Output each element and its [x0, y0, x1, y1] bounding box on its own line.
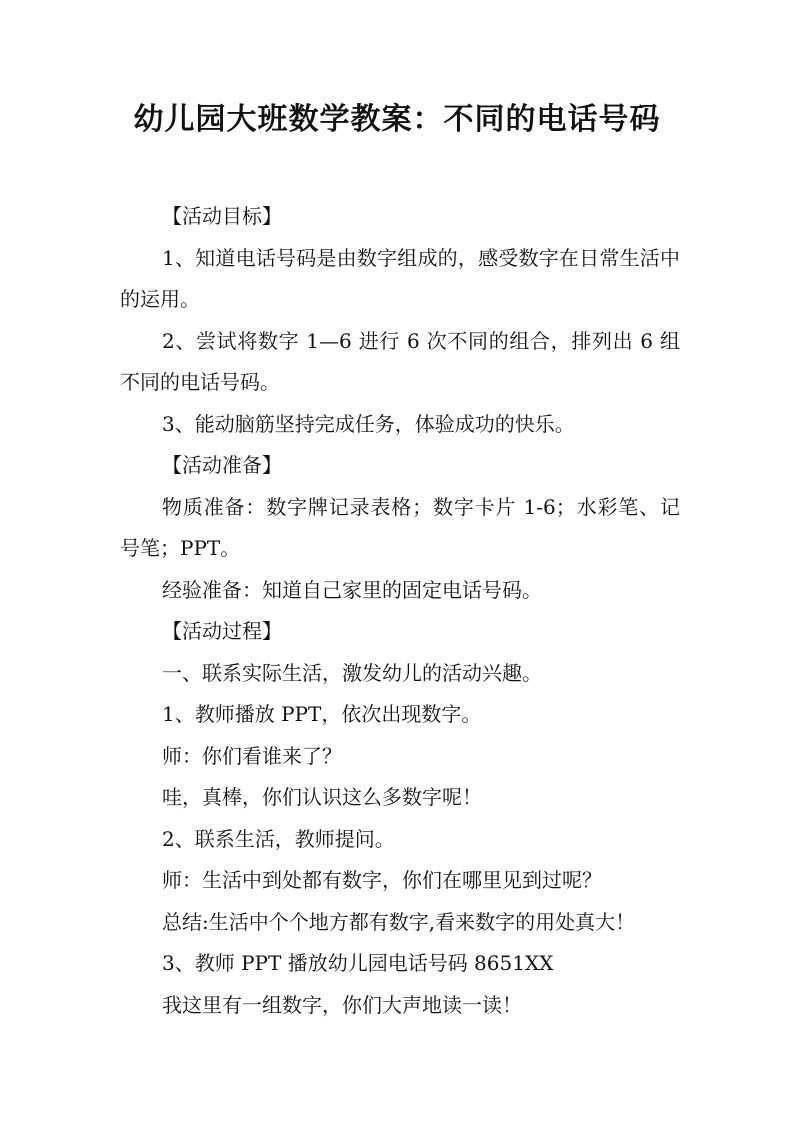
- paragraph-teacher-line-2: 师：生活中到处都有数字，你们在哪里见到过呢？: [162, 868, 602, 892]
- document-title: 幼儿园大班数学教案：不同的电话号码: [133, 102, 661, 137]
- section-heading-preparation: 【活动准备】: [162, 453, 282, 477]
- paragraph-teacher-line-1: 师：你们看谁来了？: [162, 743, 342, 768]
- paragraph-goal-3: 3、能动脑筋坚持完成任务，体验成功的快乐。: [162, 411, 575, 436]
- paragraph-process-1-1: 1、教师播放 PPT，依次出现数字。: [162, 702, 482, 726]
- paragraph-material-prep: 物质准备：数字牌记录表格；数字卡片 1-6；水彩笔、记号笔；PPT。: [120, 494, 680, 560]
- document-body: [120, 196, 680, 1026]
- paragraph-experience-prep: 经验准备：知道自己家里的固定电话号码。: [162, 577, 542, 602]
- paragraph-read-aloud: 我这里有一组数字，你们大声地读一读！: [162, 992, 522, 1017]
- paragraph-process-step-1: 一、联系实际生活，激发幼儿的活动兴趣。: [162, 660, 542, 685]
- section-heading-process: 【活动过程】: [162, 619, 282, 643]
- section-heading-goals: 【活动目标】: [162, 204, 282, 228]
- paragraph-goal-2: 2、尝试将数字 1—6 进行 6 次不同的组合，排列出 6 组不同的电话号码。: [120, 328, 680, 394]
- paragraph-process-1-2: 2、联系生活，教师提问。: [162, 826, 395, 851]
- paragraph-summary: 总结:生活中个个地方都有数字,看来数字的用处真大！: [162, 909, 636, 934]
- paragraph-goal-1: 1、知道电话号码是由数字组成的，感受数字在日常生活中的运用。: [120, 245, 680, 311]
- paragraph-praise-line: 哇，真棒，你们认识这么多数字呢！: [162, 785, 482, 809]
- paragraph-process-1-3: 3、教师 PPT 播放幼儿园电话号码 8651XX: [162, 951, 554, 975]
